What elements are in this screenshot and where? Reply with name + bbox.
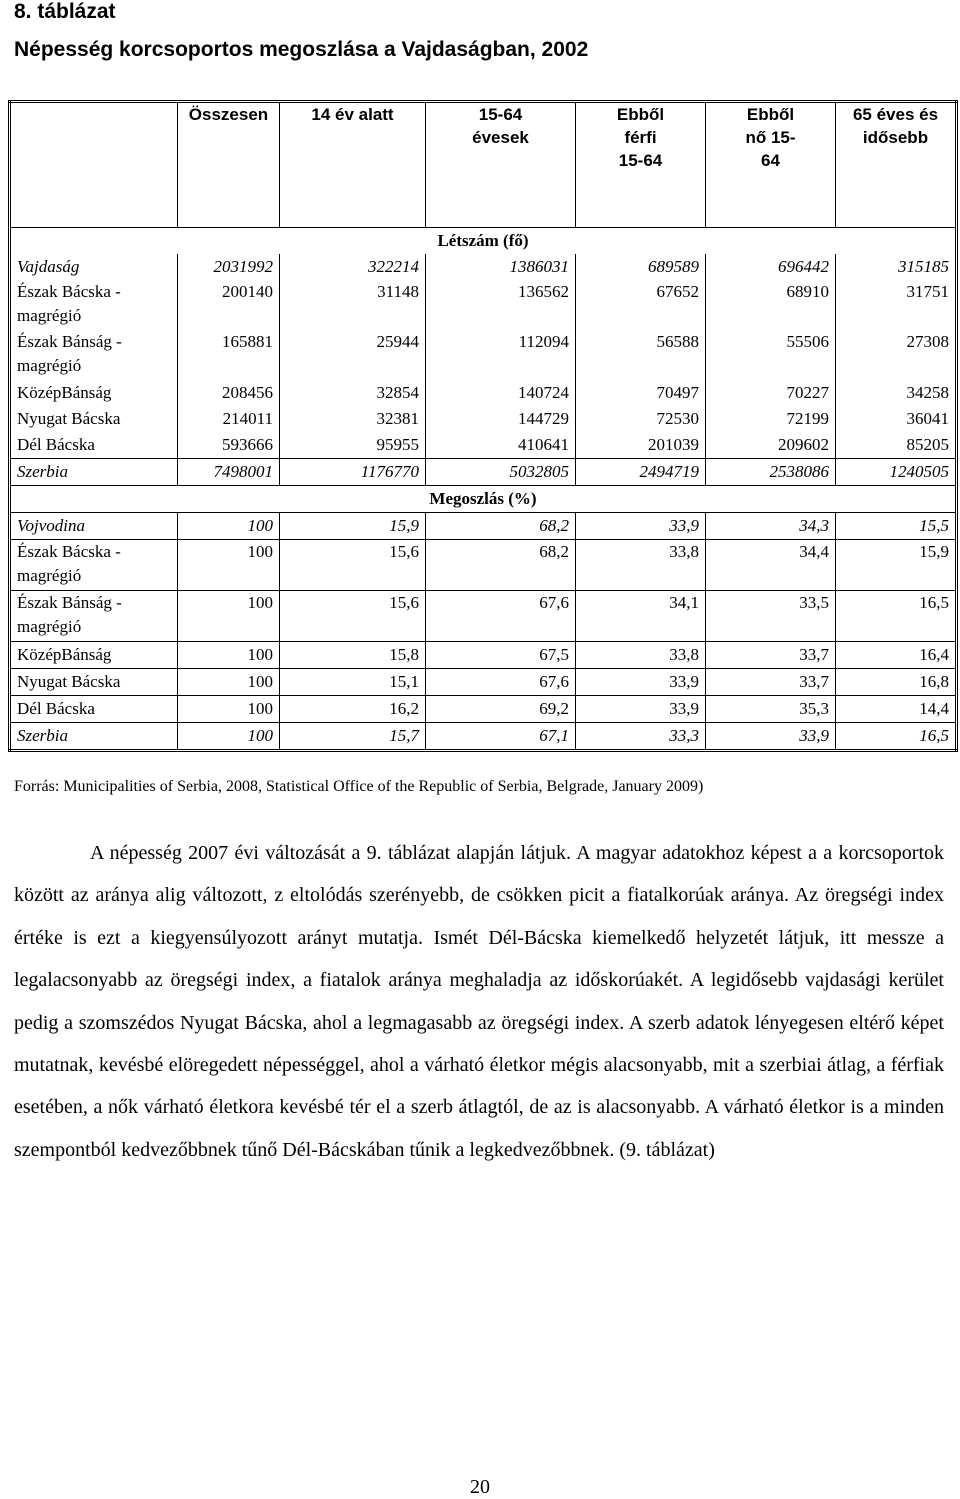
row-label: Észak Bánság - magrégió <box>10 330 178 380</box>
table-cell: 33,9 <box>576 696 706 723</box>
table-row <box>10 669 957 696</box>
table-cell: 15,1 <box>280 669 426 696</box>
row-label: Dél Bácska <box>10 432 178 459</box>
section-title: Megoszlás (%) <box>10 486 957 513</box>
table-cell: 69,2 <box>426 696 576 723</box>
row-label: KözépBánság <box>10 380 178 406</box>
row-label: Vojvodina <box>10 513 178 540</box>
row-label: Nyugat Bácska <box>10 406 178 432</box>
table-cell: 67652 <box>576 280 706 330</box>
table-cell: 95955 <box>280 432 426 459</box>
table-cell: 16,5 <box>836 723 957 751</box>
table-cell: 16,8 <box>836 669 957 696</box>
table-cell: 100 <box>178 591 280 642</box>
table-cell: 100 <box>178 540 280 591</box>
table-cell: 696442 <box>706 254 836 280</box>
table-cell: 100 <box>178 513 280 540</box>
table-cell: 15,9 <box>836 540 957 591</box>
body-paragraph <box>14 832 944 1171</box>
table-cell: 16,4 <box>836 642 957 669</box>
table-cell: 100 <box>178 723 280 751</box>
table-row <box>10 432 957 459</box>
table-row <box>10 459 957 486</box>
table-cell: 2538086 <box>706 459 836 486</box>
table-label: 8. táblázat <box>14 0 116 23</box>
table-cell: 32381 <box>280 406 426 432</box>
table-cell: 1176770 <box>280 459 426 486</box>
table-cell: 15,6 <box>280 540 426 591</box>
row-label: Szerbia <box>10 723 178 751</box>
row-label: Szerbia <box>10 459 178 486</box>
table-cell: 33,8 <box>576 642 706 669</box>
table-cell: 5032805 <box>426 459 576 486</box>
table-header-row <box>10 102 957 228</box>
table-cell: 100 <box>178 669 280 696</box>
table-title: Népesség korcsoportos megoszlása a Vajdaságban, 2002 <box>14 38 589 61</box>
row-label: Vajdaság <box>10 254 178 280</box>
row-label: Észak Bácska - magrégió <box>10 280 178 330</box>
table-cell: 33,5 <box>706 591 836 642</box>
table-row <box>10 406 957 432</box>
table-cell: 33,9 <box>576 669 706 696</box>
table-cell: 15,7 <box>280 723 426 751</box>
table-cell: 136562 <box>426 280 576 330</box>
table-cell: 322214 <box>280 254 426 280</box>
table-cell: 33,7 <box>706 669 836 696</box>
table-cell: 140724 <box>426 380 576 406</box>
table-cell: 70227 <box>706 380 836 406</box>
table-cell: 68,2 <box>426 513 576 540</box>
table-cell: 165881 <box>178 330 280 380</box>
table-cell: 70497 <box>576 380 706 406</box>
table-row <box>10 380 957 406</box>
table-cell: 689589 <box>576 254 706 280</box>
table-cell: 410641 <box>426 432 576 459</box>
table-cell: 56588 <box>576 330 706 380</box>
section-header-row <box>10 228 957 255</box>
table-cell: 68,2 <box>426 540 576 591</box>
column-header-text: 65 éves és idősebb <box>852 105 939 147</box>
section-header-row <box>10 486 957 513</box>
table-cell: 68910 <box>706 280 836 330</box>
table-cell: 593666 <box>178 432 280 459</box>
table-cell: 67,5 <box>426 642 576 669</box>
row-label: Dél Bácska <box>10 696 178 723</box>
table-cell: 34,4 <box>706 540 836 591</box>
table-cell: 31148 <box>280 280 426 330</box>
table-cell: 34,3 <box>706 513 836 540</box>
table-row <box>10 591 957 642</box>
table-cell: 34258 <box>836 380 957 406</box>
table-row <box>10 513 957 540</box>
table-cell: 85205 <box>836 432 957 459</box>
table-cell: 67,6 <box>426 669 576 696</box>
row-label: KözépBánság <box>10 642 178 669</box>
table-cell: 15,8 <box>280 642 426 669</box>
table-row <box>10 540 957 591</box>
table-cell: 14,4 <box>836 696 957 723</box>
table-cell: 25944 <box>280 330 426 380</box>
paragraph-text: A népesség 2007 évi változását a 9. táblázat alapján látjuk. A magyar adatokhoz képest a a korcsoportok között az aránya alig változott, z eltolódás szerényebb, de csökken picit a fiatalkorúak aránya. Az öregségi index értéke is ezt a kiegyensúlyozott arányt mutatja. Ismét Dél-Bácska kiemelkedő helyzetét látjuk, itt messze a legalacsonyabb az öregségi index, a fiatalok aránya meghaladja az időskorúakét. A legidősebb vajdasági kerület pedig a szomszédos Nyugat Bácska, ahol a legmagasabb az öregségi index. A szerb adatok lényegesen eltérő képet mutatnak, kevésbé elöregedett népességgel, ahol a várható életkor mégis alacsonyabb, mit a szerbiai átlag, a férfiak esetében, a nők várható életkora kevésbé tér el a szerb átlagtól, de az is alacsonyabb. A várható életkor is a minden szempontból kedvezőbbnek tűnő Dél-Bácskában tűnik a legkedvezőbbnek. (9. táblázat) <box>14 842 944 1161</box>
population-table <box>8 100 958 752</box>
table-cell: 72530 <box>576 406 706 432</box>
table-cell: 16,2 <box>280 696 426 723</box>
column-header <box>576 102 706 228</box>
section-title: Létszám (fő) <box>10 228 957 255</box>
table-cell: 35,3 <box>706 696 836 723</box>
table-row <box>10 723 957 751</box>
column-header-text: 15-64 évesek <box>472 105 529 147</box>
table-cell: 201039 <box>576 432 706 459</box>
table-cell: 15,9 <box>280 513 426 540</box>
table-cell: 16,5 <box>836 591 957 642</box>
table-cell: 67,1 <box>426 723 576 751</box>
table-cell: 112094 <box>426 330 576 380</box>
table-cell: 1386031 <box>426 254 576 280</box>
source-note: Forrás: Municipalities of Serbia, 2008, Statistical Office of the Republic of Serbia, Belgrade, January 2009) <box>14 778 704 795</box>
page-number: 20 <box>470 1476 490 1498</box>
column-header: 14 év alatt <box>280 102 426 228</box>
table-cell: 208456 <box>178 380 280 406</box>
table-cell: 2031992 <box>178 254 280 280</box>
table-cell: 15,5 <box>836 513 957 540</box>
column-header-text: Ebből férfi 15-64 <box>616 105 665 170</box>
row-label: Észak Bácska - magrégió <box>10 540 178 591</box>
column-header: Összesen <box>178 102 280 228</box>
table-cell: 55506 <box>706 330 836 380</box>
row-label: Nyugat Bácska <box>10 669 178 696</box>
table-cell: 200140 <box>178 280 280 330</box>
table-row <box>10 696 957 723</box>
table-row <box>10 642 957 669</box>
table-cell: 315185 <box>836 254 957 280</box>
table-cell: 33,8 <box>576 540 706 591</box>
column-header-text: Ebből nő 15-64 <box>745 105 796 170</box>
table-cell: 209602 <box>706 432 836 459</box>
table-cell: 100 <box>178 642 280 669</box>
row-label: Észak Bánság - magrégió <box>10 591 178 642</box>
table-cell: 1240505 <box>836 459 957 486</box>
table-cell: 2494719 <box>576 459 706 486</box>
table-row <box>10 280 957 330</box>
table-cell: 32854 <box>280 380 426 406</box>
column-header <box>426 102 576 228</box>
table-cell: 7498001 <box>178 459 280 486</box>
column-header <box>836 102 957 228</box>
table-cell: 72199 <box>706 406 836 432</box>
table-row <box>10 330 957 380</box>
table-cell: 33,7 <box>706 642 836 669</box>
table-cell: 33,3 <box>576 723 706 751</box>
table-row <box>10 254 957 280</box>
header-blank-cell <box>10 102 178 228</box>
table-cell: 100 <box>178 696 280 723</box>
table-cell: 214011 <box>178 406 280 432</box>
table-cell: 144729 <box>426 406 576 432</box>
table-cell: 15,6 <box>280 591 426 642</box>
table-cell: 34,1 <box>576 591 706 642</box>
table-cell: 67,6 <box>426 591 576 642</box>
table-cell: 36041 <box>836 406 957 432</box>
column-header <box>706 102 836 228</box>
table-cell: 33,9 <box>706 723 836 751</box>
table-cell: 33,9 <box>576 513 706 540</box>
table-cell: 27308 <box>836 330 957 380</box>
table-body <box>10 228 957 751</box>
table-cell: 31751 <box>836 280 957 330</box>
